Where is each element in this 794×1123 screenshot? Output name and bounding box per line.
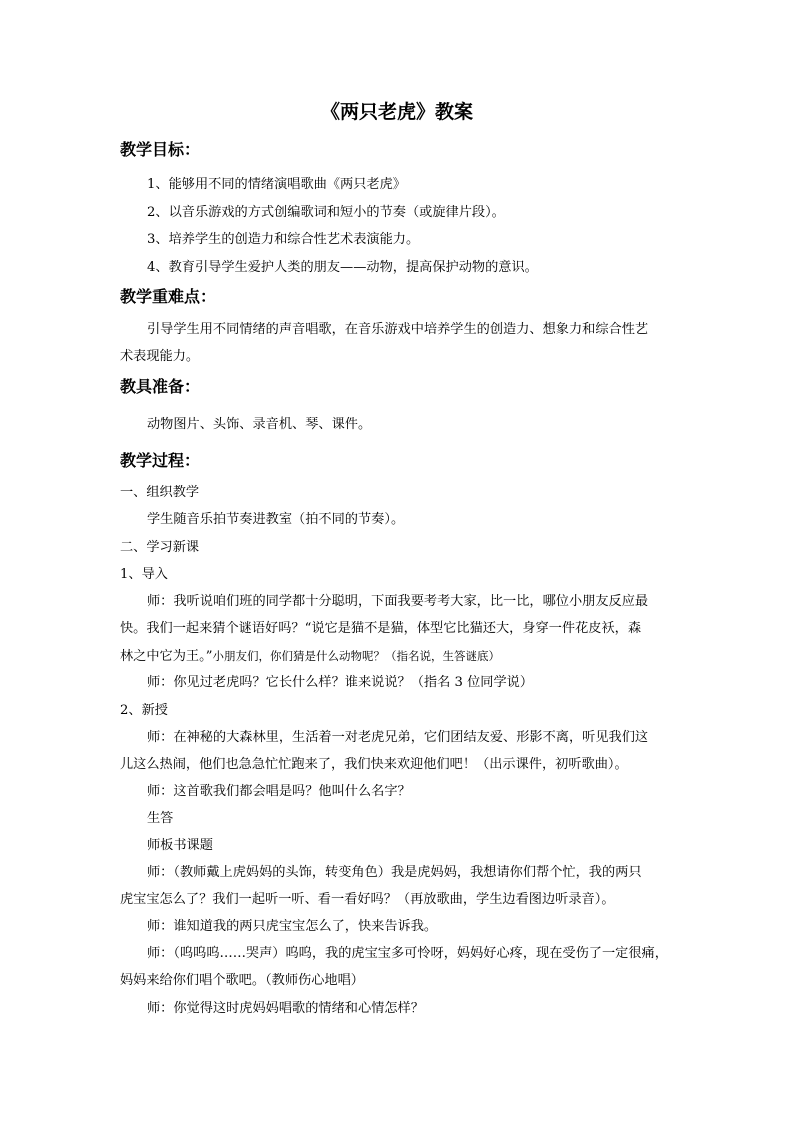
step2-paragraph-1-line-1: 师：在神秘的大森林里，生活着一对老虎兄弟，它们团结友爱、形影不离，听见我们这 bbox=[147, 730, 649, 745]
step1-riddle-end: 林之中它为王。” bbox=[120, 649, 213, 664]
step2-paragraph-1-line-2: 儿这么热闹，他们也急急忙忙跑来了，我们快来欢迎他们吧！（出示课件，初听歌曲）。 bbox=[120, 757, 628, 772]
step2-paragraph-7-line-1: 师：（呜呜呜……哭声）呜呜，我的虎宝宝多可怜呀，妈妈好心疼，现在受伤了一定很痛， bbox=[147, 946, 668, 961]
goal-item-3: 3、培养学生的创造力和综合性艺术表演能力。 bbox=[147, 232, 420, 247]
step2-paragraph-6: 师：谁知道我的两只虎宝宝怎么了，快来告诉我。 bbox=[147, 919, 438, 934]
document-title: 《两只老虎》教案 bbox=[320, 101, 473, 123]
goal-item-1: 1、能够用不同的情绪演唱歌曲《两只老虎》 bbox=[147, 177, 406, 192]
step2-paragraph-4: 师板书课题 bbox=[147, 838, 213, 853]
step2-paragraph-8: 师：你觉得这时虎妈妈唱歌的情绪和心情怎样？ bbox=[147, 1001, 424, 1016]
step2-paragraph-5-line-1: 师：（教师戴上虎妈妈的头饰，转变角色）我是虎妈妈，我想请你们帮个忙，我的两只 bbox=[147, 865, 642, 880]
part1-text: 学生随音乐拍节奏进教室（拍不同的节奏）。 bbox=[147, 512, 405, 527]
key-points-line-1: 引导学生用不同情绪的声音唱歌，在音乐游戏中培养学生的创造力、想象力和综合性艺 bbox=[147, 322, 649, 337]
part2-title: 二、学习新课 bbox=[120, 540, 200, 555]
step2-paragraph-2: 师：这首歌我们都会唱是吗？他叫什么名字？ bbox=[147, 784, 411, 799]
step1-paragraph-line-2: 快。我们一起来猜个谜语好吗？“说它是猫不是猫，体型它比猫还大，身穿一件花皮袄，森 bbox=[120, 621, 642, 636]
step2-paragraph-3: 生答 bbox=[147, 811, 174, 826]
step2-paragraph-7-line-2: 妈妈来给你们唱个歌吧。（教师伤心地唱） bbox=[120, 973, 364, 988]
key-points-heading: 教学重难点： bbox=[120, 287, 217, 306]
materials-heading: 教具准备： bbox=[120, 377, 201, 396]
step1-question: 小朋友们，你们猜是什么动物呢？（指名说，生答谜底） bbox=[212, 649, 500, 663]
part1-title: 一、组织教学 bbox=[120, 485, 200, 500]
goals-heading: 教学目标： bbox=[120, 140, 201, 159]
step1-title: 1、导入 bbox=[120, 567, 168, 582]
step2-paragraph-5-line-2: 虎宝宝怎么了？我们一起听一听、看一看好吗？（再放歌曲，学生边看图边听录音）。 bbox=[120, 892, 615, 907]
step1-paragraph-line-1: 师：我听说咱们班的同学都十分聪明，下面我要考考大家，比一比，哪位小朋友反应最 bbox=[147, 594, 649, 609]
key-points-line-2: 术表现能力。 bbox=[120, 349, 200, 364]
step2-title: 2、新授 bbox=[120, 703, 168, 718]
step1-paragraph-2: 师：你见过老虎吗？它长什么样？谁来说说？（指名 3 位同学说） bbox=[147, 675, 534, 690]
materials-text: 动物图片、头饰、录音机、琴、课件。 bbox=[147, 417, 372, 432]
goal-item-2: 2、以音乐游戏的方式创编歌词和短小的节奏（或旋律片段）。 bbox=[147, 205, 505, 220]
goal-item-4: 4、教育引导学生爱护人类的朋友——动物，提高保护动物的意识。 bbox=[147, 260, 538, 275]
process-heading: 教学过程： bbox=[120, 451, 201, 470]
step1-paragraph-line-3 bbox=[120, 646, 500, 667]
